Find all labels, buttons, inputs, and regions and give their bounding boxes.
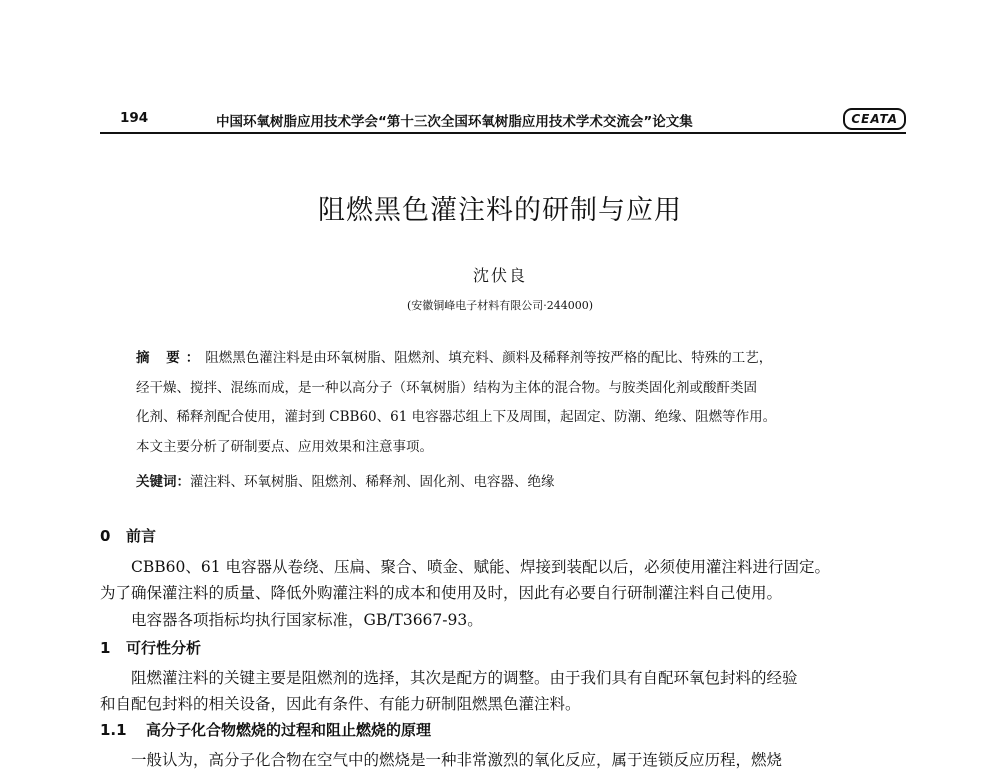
running-header — [100, 110, 906, 132]
paragraph-line: 一般认为，高分子化合物在空气中的燃烧是一种非常激烈的氧化反应，属于连锁反应历程，燃烧 — [131, 751, 783, 769]
keywords-label: 关键词： — [136, 474, 190, 490]
page-number: 194 — [120, 110, 149, 126]
section-title: 可行性分析 — [126, 639, 202, 657]
section-title: 高分子化合物燃烧的过程和阻止燃烧的原理 — [146, 721, 432, 739]
section-number: 1.1 — [100, 721, 127, 739]
abstract — [136, 344, 896, 462]
section-number: 0 — [100, 527, 111, 545]
section-number: 1 — [100, 639, 111, 657]
paragraph-line: 为了确保灌注料的质量、降低外购灌注料的成本和使用及时，因此有必要自行研制灌注料自己使用。 — [100, 584, 783, 602]
author-name: 沈伏良 — [472, 266, 527, 285]
conference-logo: CEATA — [843, 108, 906, 130]
header-rule — [100, 132, 906, 134]
section-heading-1-1 — [100, 719, 910, 740]
paragraph-line: 阻燃灌注料的关键主要是阻燃剂的选择，其次是配方的调整。由于我们具有自配环氧包封料的经验 — [131, 669, 798, 687]
abstract-line: 本文主要分析了研制要点、应用效果和注意事项。 — [136, 438, 433, 455]
section-heading-0 — [100, 525, 910, 546]
paragraph-line: 和自配包封料的相关设备，因此有条件、有能力研制阻燃黑色灌注料。 — [100, 695, 581, 713]
proceedings-title: 中国环氧树脂应用技术学会“第十三次全国环氧树脂应用技术学术交流会”论文集 — [216, 114, 693, 130]
paragraph-line: 电容器各项指标均执行国家标准，GB/T3667-93。 — [131, 611, 483, 629]
author-affiliation: (安徽铜峰电子材料有限公司·244000) — [406, 299, 594, 312]
section-heading-1 — [100, 637, 910, 658]
keywords — [136, 470, 896, 490]
paragraph-line: CBB60、61 电容器从卷绕、压扁、聚合、喷金、赋能、焊接到装配以后，必须使用灌注料进行固定。 — [131, 558, 831, 576]
abstract-text: 阻燃黑色灌注料是由环氧树脂、阻燃剂、填充料、颜料及稀释剂等按严格的配比、特殊的工艺， — [205, 350, 773, 366]
abstract-line — [136, 344, 896, 374]
abstract-label: 摘 要： — [136, 350, 206, 366]
abstract-line: 化剂、稀释剂配合使用，灌封到 CBB60、61 电容器芯组上下及周围，起固定、防潮、绝缘、阻燃等作用。 — [136, 409, 777, 425]
keywords-text: 灌注料、环氧树脂、阻燃剂、稀释剂、固化剂、电容器、绝缘 — [190, 474, 555, 490]
section-title: 前言 — [126, 527, 157, 545]
paper-title: 阻燃黑色灌注料的研制与应用 — [318, 195, 682, 226]
abstract-line: 经干燥、搅拌、混练而成，是一种以高分子（环氧树脂）结构为主体的混合物。与胺类固化剂或酸酐类固 — [136, 379, 757, 396]
